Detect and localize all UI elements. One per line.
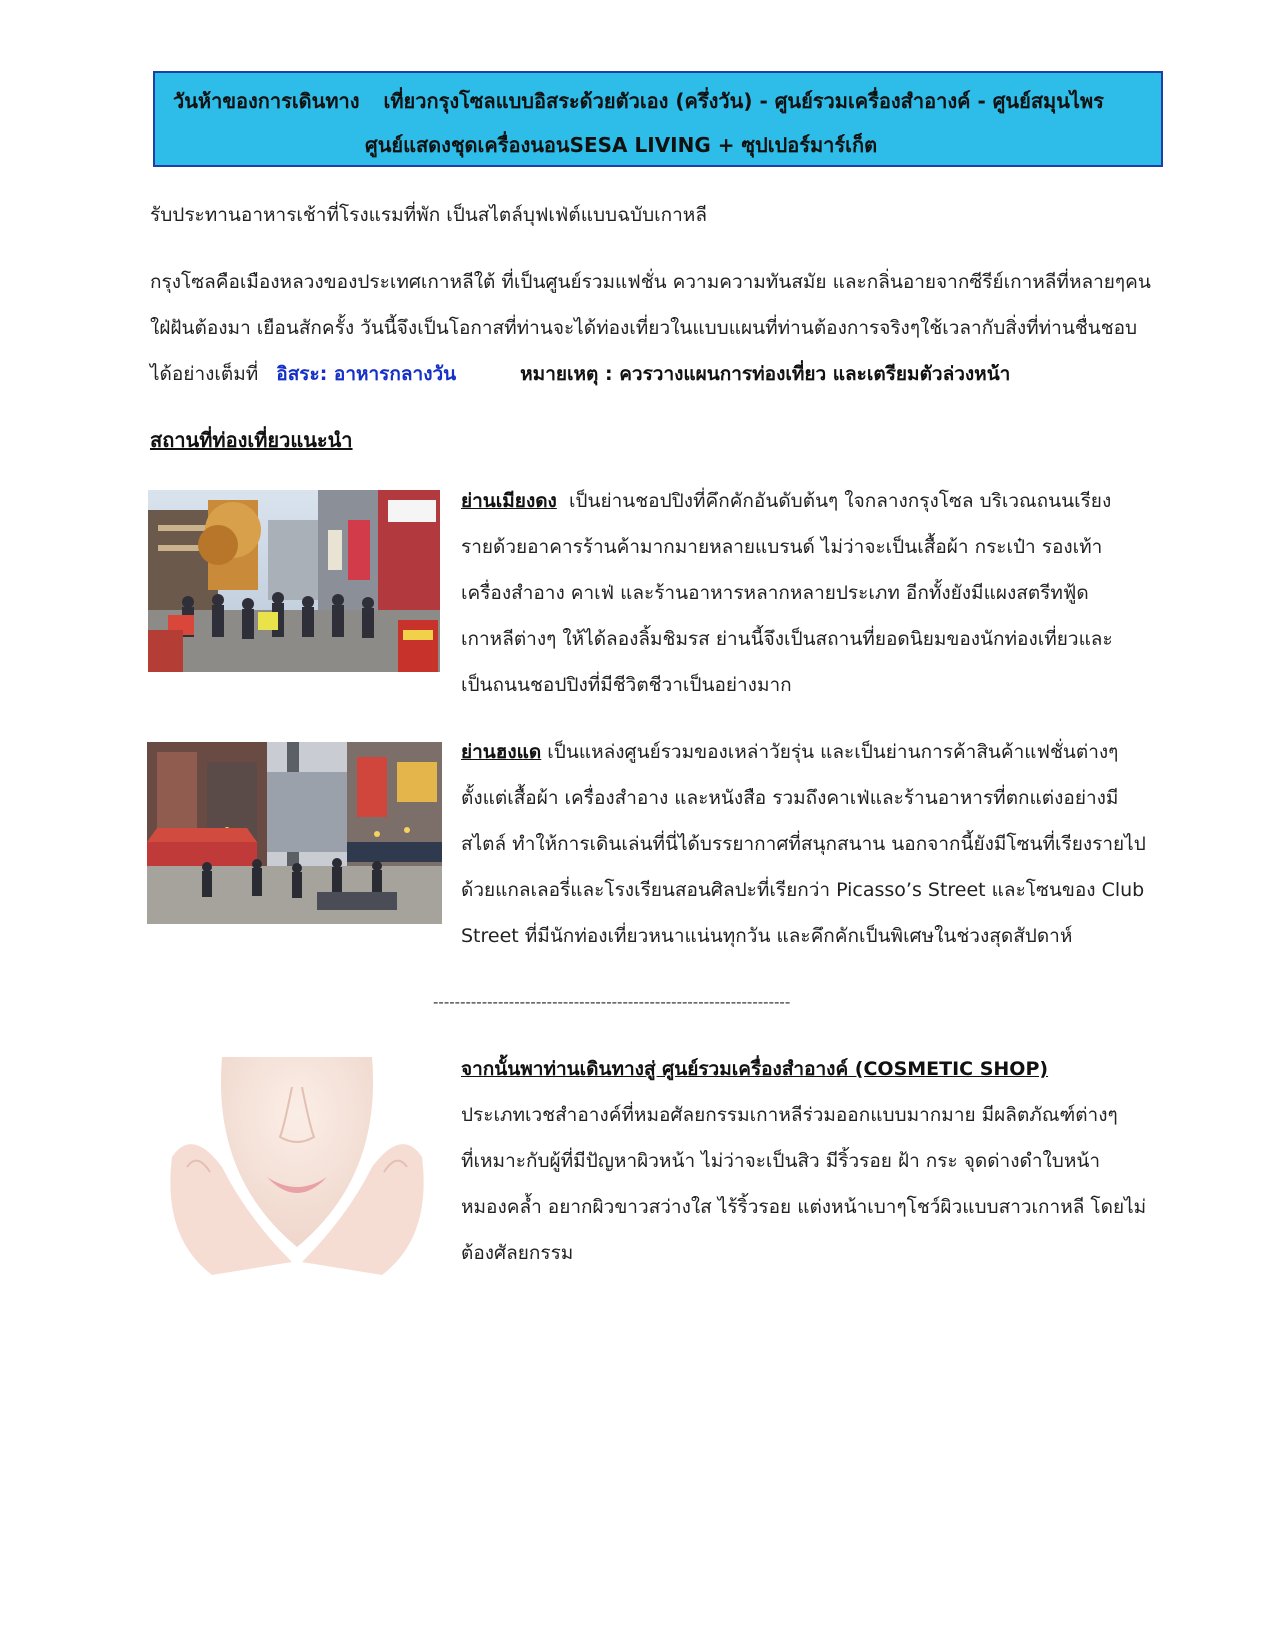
- intro-line-3-text: ได้อย่างเต็มที่: [150, 363, 259, 385]
- myeongdong-line-4: เกาหลีต่างๆ ให้ได้ลองลิ้มชิมรส ย่านนี้จึงเป็นสถานที่ยอดนิยมของนักท่องเที่ยวและ: [461, 628, 1113, 650]
- free-lunch-label: อิสระ: อาหารกลางวัน: [276, 363, 457, 385]
- cosmetic-line-4: ต้องศัลยกรรม: [461, 1242, 574, 1264]
- hongdae-line-1-text: เป็นแหล่งศูนย์รวมของเหล่าวัยรุ่น และเป็นย่านการค้าสินค้าแฟชั่นต่างๆ: [547, 741, 1119, 763]
- myeongdong-photo: [148, 490, 440, 672]
- skincare-face-photo: [152, 1057, 442, 1275]
- hongdae-line-1: [461, 729, 1141, 775]
- myeongdong-line-1: [461, 478, 1141, 524]
- hongdae-line-3: สไตล์ ทำให้การเดินเล่นที่นี่ได้บรรยากาศที่สนุกสนาน นอกจากนี้ยังมีโซนที่เรียงรายไป: [461, 833, 1146, 855]
- cosmetic-line-3: หมองคล้ำ อยากผิวขาวสว่างใส ไร้ริ้วรอย แต่งหน้าเบาๆโชว์ผิวแบบสาวเกาหลี โดยไม่: [461, 1196, 1147, 1218]
- myeongdong-description: [461, 478, 1141, 708]
- day-label: วันห้าของการเดินทาง: [173, 89, 360, 113]
- breakfast-text: รับประทานอาหารเช้าที่โรงแรมที่พัก เป็นสไตล์บุฟเฟ่ต์แบบฉบับเกาหลี: [150, 204, 707, 226]
- hongdae-photo: [147, 742, 442, 924]
- header-line-1: [173, 85, 1104, 117]
- myeongdong-line-5: เป็นถนนชอปปิงที่มีชีวิตชีวาเป็นอย่างมาก: [461, 674, 792, 696]
- cosmetic-description: [461, 1046, 1147, 1276]
- cosmetic-line-2: ที่เหมาะกับผู้ที่มีปัญหาผิวหน้า ไม่ว่าจะเป็นสิว มีริ้วรอย ฝ้า กระ จุดด่างดำใบหน้า: [461, 1150, 1101, 1172]
- myeongdong-line-2: รายด้วยอาคารร้านค้ามากมายหลายแบรนด์ ไม่ว่าจะเป็นเสื้อผ้า กระเป๋า รองเท้า: [461, 536, 1103, 558]
- note-label: หมายเหตุ : ควรวางแผนการท่องเที่ยว และเตรียมตัวล่วงหน้า: [520, 363, 1011, 385]
- hongdae-name: ย่านฮงแด: [461, 741, 542, 763]
- day-header-box: [153, 71, 1163, 167]
- header-title-line-1: เที่ยวกรุงโซลแบบอิสระด้วยตัวเอง (ครึ่งวัน) - ศูนย์รวมเครื่องสำอางค์ - ศูนย์สมุนไพร: [383, 89, 1104, 113]
- intro-line-3: [150, 359, 1010, 389]
- intro-line-1: กรุงโซลคือเมืองหลวงของประเทศเกาหลีใต้ ที่เป็นศูนย์รวมแฟชั่น ความความทันสมัย และกลิ่นอายจากซีรีย์เกาหลีที่หลายๆคน: [150, 271, 1151, 293]
- hongdae-line-2: ตั้งแต่เสื้อผ้า เครื่องสำอาง และหนังสือ รวมถึงคาเฟ่และร้านอาหารที่ตกแต่งอย่างมี: [461, 787, 1119, 809]
- myeongdong-line-1-text: เป็นย่านชอปปิงที่คึกคักอันดับต้นๆ ใจกลางกรุงโซล บริเวณถนนเรียง: [568, 490, 1112, 512]
- section-title: สถานที่ท่องเที่ยวแนะนำ: [150, 428, 353, 452]
- hongdae-line-4: ด้วยแกลเลอรี่และโรงเรียนสอนศิลปะที่เรียกว่า Picasso’s Street และโซนของ Club: [461, 879, 1145, 901]
- intro-line-2: ใฝ่ฝันต้องมา เยือนสักครั้ง วันนี้จึงเป็นโอกาสที่ท่านจะได้ท่องเที่ยวในแบบแผนที่ท่านต้องการจริงๆใช้เวลากับสิ่งที่ท่านชื่นชอบ: [150, 317, 1138, 339]
- cosmetic-line-1: ประเภทเวชสำอางค์ที่หมอศัลยกรรมเกาหลีร่วมออกแบบมากมาย มีผลิตภัณฑ์ต่างๆ: [461, 1104, 1118, 1126]
- header-title-line-2: ศูนย์แสดงชุดเครื่องนอนSESA LIVING + ซุปเปอร์มาร์เก็ต: [365, 133, 878, 157]
- myeongdong-name: ย่านเมียงดง: [461, 490, 557, 512]
- cosmetic-title: จากนั้นพาท่านเดินทางสู่ ศูนย์รวมเครื่องสำอางค์ (COSMETIC SHOP): [461, 1058, 1049, 1080]
- section-divider: ------------------------------------------------------------------: [433, 993, 791, 1011]
- hongdae-description: [461, 729, 1146, 959]
- hongdae-line-5: Street ที่มีนักท่องเที่ยวหนาแน่นทุกวัน และคึกคักเป็นพิเศษในช่วงสุดสัปดาห์: [461, 925, 1073, 947]
- myeongdong-line-3: เครื่องสำอาง คาเฟ่ และร้านอาหารหลากหลายประเภท อีกทั้งยังมีแผงสตรีทฟู้ด: [461, 582, 1089, 604]
